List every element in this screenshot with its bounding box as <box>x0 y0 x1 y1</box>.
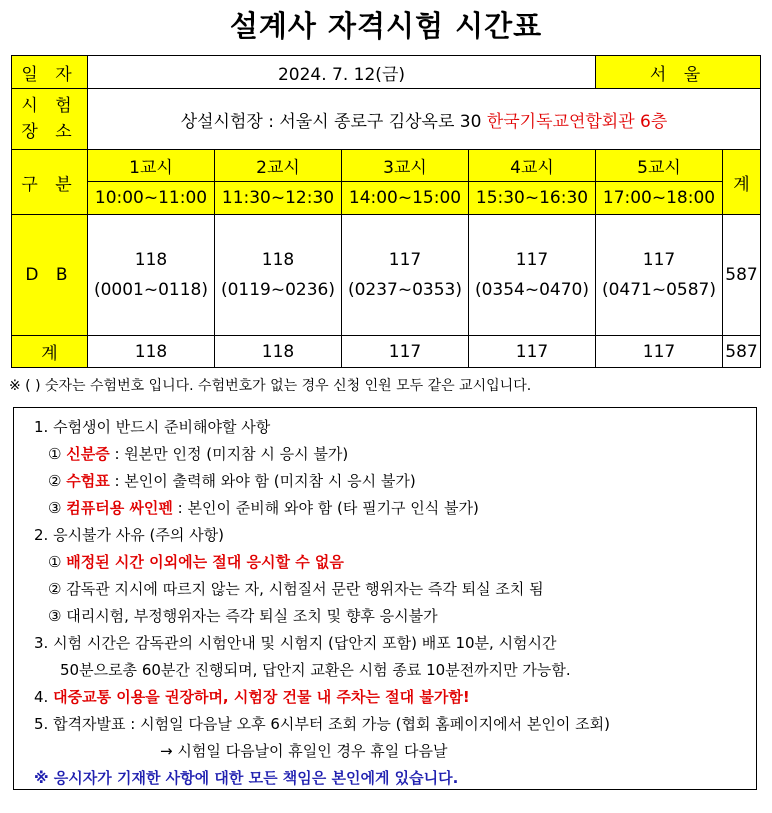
item-number: ① <box>48 553 62 571</box>
venue-highlight: 한국기독교연합회관 6층 <box>486 111 668 132</box>
date-label: 일 자 <box>12 56 88 89</box>
category-label: 구 분 <box>12 150 88 215</box>
item-text: : 본인이 준비해 와야 함 (타 필기구 인식 불가) <box>172 499 479 517</box>
total-value: 117 <box>469 336 596 368</box>
period-name: 4교시 <box>469 150 596 182</box>
period-name: 2교시 <box>215 150 342 182</box>
notice-section-3-line2: 50분으로총 60분간 진행되며, 답안지 교환은 시험 종료 10분전까지만 가능함. <box>60 661 571 679</box>
notice-section-5-line1: 5. 합격자발표 : 시험일 다음날 오후 6시부터 조회 가능 (협회 홈페이지에서 본인이 조회) <box>34 715 611 733</box>
item-keyword: 신분증 <box>66 445 110 463</box>
db-cell <box>215 215 342 336</box>
db-count: 118 <box>134 250 168 270</box>
db-row <box>12 215 761 336</box>
db-count: 117 <box>642 250 676 270</box>
date-value: 2024. 7. 12(금) <box>88 56 596 89</box>
parking-warning: 대중교통 이용을 권장하며, 시험장 건물 내 주차는 절대 불가함! <box>53 688 470 706</box>
db-range: (0354~0470) <box>474 280 590 300</box>
footnote: ※ ( ) 숫자는 수험번호 입니다. 수험번호가 없는 경우 신청 인원 모두 같은 교시입니다. <box>9 378 532 394</box>
item-text: : 본인이 출력해 와야 함 (미지참 시 응시 불가) <box>109 472 416 490</box>
db-range: (0119~0236) <box>220 280 336 300</box>
notice-section-1-title: 1. 수험생이 반드시 준비해야할 사항 <box>34 418 271 436</box>
period-name: 3교시 <box>342 150 469 182</box>
notice-section-2-title: 2. 응시불가 사유 (주의 사항) <box>34 526 224 544</box>
period-name: 1교시 <box>88 150 215 182</box>
notice-section-5-line2: → 시험일 다음날이 휴일인 경우 휴일 다음날 <box>160 742 448 760</box>
notice-item: ③ 대리시험, 부정행위자는 즉각 퇴실 조치 및 향후 응시불가 <box>48 607 438 625</box>
db-range: (0237~0353) <box>347 280 463 300</box>
item-warning: 배정된 시간 이외에는 절대 응시할 수 없음 <box>66 553 344 571</box>
notice-item <box>48 497 479 518</box>
venue-label <box>12 89 88 150</box>
notice-item <box>48 551 344 572</box>
venue-label-line2: 장 소 <box>21 122 78 142</box>
total-row <box>12 336 761 368</box>
db-cell <box>88 215 215 336</box>
item-number: ② <box>48 472 62 490</box>
total-value: 118 <box>215 336 342 368</box>
period-time: 17:00~18:00 <box>596 182 723 215</box>
notice-item <box>48 443 348 464</box>
item-text: : 원본만 인정 (미지참 시 응시 불가) <box>109 445 349 463</box>
db-cell <box>596 215 723 336</box>
db-cell <box>469 215 596 336</box>
item-number: ① <box>48 445 62 463</box>
period-time: 10:00~11:00 <box>88 182 215 215</box>
notice-section-4 <box>34 686 470 707</box>
region-label: 서 울 <box>596 56 761 89</box>
total-header: 계 <box>723 150 761 215</box>
db-count: 118 <box>261 250 295 270</box>
db-count: 117 <box>515 250 549 270</box>
notice-section-3-line1: 3. 시험 시간은 감독관의 시험안내 및 시험지 (답안지 포함) 배포 10분, 시험시간 <box>34 634 557 652</box>
notice-item: ② 감독관 지시에 따르지 않는 자, 시험질서 문란 행위자는 즉각 퇴실 조치 됨 <box>48 580 544 598</box>
notice-item <box>48 470 416 491</box>
db-cell <box>342 215 469 336</box>
period-time: 15:30~16:30 <box>469 182 596 215</box>
period-name: 5교시 <box>596 150 723 182</box>
page-title: 설계사 자격시험 시간표 <box>229 9 543 43</box>
section-number: 4. <box>34 688 49 706</box>
date-row <box>12 56 761 89</box>
db-range: (0471~0587) <box>601 280 717 300</box>
period-time: 11:30~12:30 <box>215 182 342 215</box>
venue-address <box>88 89 761 150</box>
total-value: 117 <box>342 336 469 368</box>
total-value: 118 <box>88 336 215 368</box>
db-total: 587 <box>723 215 761 336</box>
schedule-table <box>11 55 761 368</box>
item-keyword: 수험표 <box>66 472 110 490</box>
db-count: 117 <box>388 250 422 270</box>
period-time: 14:00~15:00 <box>342 182 469 215</box>
venue-label-line1: 시 험 <box>21 96 78 116</box>
notice-box <box>13 407 757 790</box>
total-row-label: 계 <box>12 336 88 368</box>
venue-row <box>12 89 761 150</box>
responsibility-notice: ※ 응시자가 기재한 사항에 대한 모든 책임은 본인에게 있습니다. <box>34 769 459 787</box>
db-label: D B <box>12 215 88 336</box>
item-keyword: 컴퓨터용 싸인펜 <box>66 499 173 517</box>
item-number: ③ <box>48 499 62 517</box>
db-range: (0001~0118) <box>93 280 209 300</box>
grand-total: 587 <box>723 336 761 368</box>
period-name-row <box>12 150 761 182</box>
total-value: 117 <box>596 336 723 368</box>
venue-text: 상설시험장 : 서울시 종로구 김상옥로 30 <box>180 111 487 132</box>
period-time-row <box>12 182 761 215</box>
